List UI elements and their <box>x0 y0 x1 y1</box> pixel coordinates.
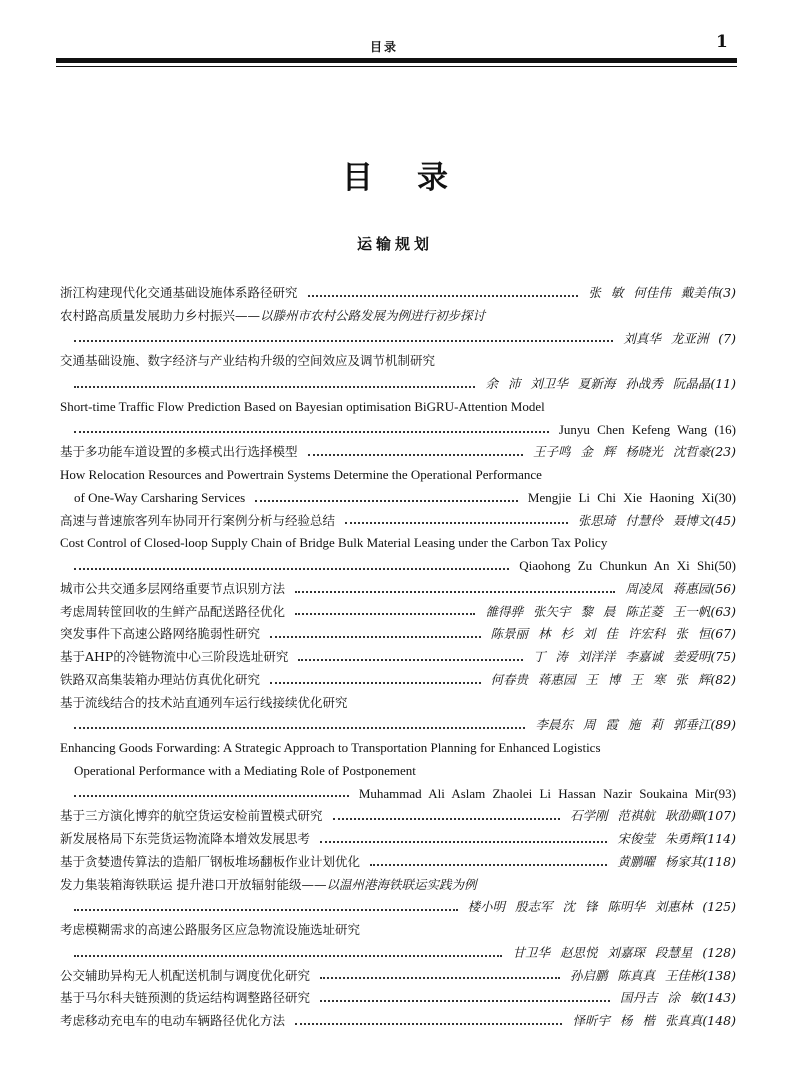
dot-leader <box>298 658 523 661</box>
toc-entry-line[interactable] <box>60 874 736 897</box>
toc-entry-title: How Relocation Resources and Powertrain Systems Determine the Operational Performance <box>60 467 542 482</box>
toc-entry-authors-page: 孙启鹏 陈真真 王佳彬(138) <box>569 967 736 983</box>
toc-entry-title: 公交辅助异构无人机配送机制与调度优化研究 <box>60 967 311 983</box>
toc-entry-line[interactable] <box>60 805 736 828</box>
toc-entry-line[interactable] <box>60 328 736 351</box>
header-rule-thick <box>56 58 737 63</box>
toc-entry-authors-page: 石学刚 范祺航 耿劭卿(107) <box>569 808 736 824</box>
dot-leader <box>345 521 568 524</box>
toc-entry-authors-page: 何春贵 蒋惠园 王 博 王 寒 张 辉(82) <box>490 671 736 687</box>
toc-entry-title: 基于AHP的冷链物流中心三阶段选址研究 <box>60 649 289 664</box>
dot-leader <box>320 840 607 843</box>
toc-entry-title: 新发展格局下东莞货运物流降本增效发展思考 <box>60 831 311 846</box>
toc-entry-line[interactable] <box>60 669 736 692</box>
toc-entry-authors-page: 李晨东 周 霞 施 莉 郭垂江(89) <box>535 717 736 733</box>
toc-entry-line[interactable] <box>60 714 736 737</box>
toc-entry-line[interactable] <box>60 419 736 442</box>
dot-leader <box>74 954 502 957</box>
toc-entry-line[interactable] <box>60 965 736 988</box>
toc-entry-authors-page: 刘真华 龙亚洲 (7) <box>623 330 736 346</box>
dot-leader <box>320 976 560 979</box>
dot-leader <box>320 999 610 1002</box>
toc-entry-line[interactable] <box>60 623 736 646</box>
toc-entry-title: 基于多功能车道设置的多模式出行选择模型 <box>60 444 298 460</box>
toc-entry-authors-page: Junyu Chen Kefeng Wang (16) <box>558 421 736 437</box>
dot-leader <box>74 385 475 388</box>
section-heading: 运输规划 <box>356 235 433 253</box>
toc-entry-line[interactable] <box>60 896 736 919</box>
toc-entry-line[interactable] <box>60 441 736 464</box>
dot-leader <box>74 339 613 342</box>
dot-leader <box>270 681 481 684</box>
dot-leader <box>74 567 509 570</box>
dot-leader <box>74 794 349 797</box>
toc-entry-authors-page: 张思琦 付慧伶 聂博文(45) <box>577 512 736 528</box>
toc-entry-authors-page: 楼小明 殷志军 沈 锋 陈明华 刘惠林 (125) <box>467 899 736 915</box>
toc-entry-line[interactable] <box>60 532 736 555</box>
toc-entry-line[interactable] <box>60 464 736 487</box>
toc-entry-authors-page: 陈景丽 林 杉 刘 佳 许宏科 张 恒(67) <box>490 626 736 642</box>
toc-entry-title: 考虑周转筐回收的生鲜产品配送路径优化 <box>60 603 286 619</box>
dot-leader <box>308 453 523 456</box>
toc-entry-authors-page: 张 敏 何佳伟 戴美伟(3) <box>588 285 736 300</box>
toc-entry-line[interactable] <box>60 760 736 783</box>
toc-list <box>60 282 736 1033</box>
dot-leader <box>295 1022 562 1025</box>
toc-entry-title: 城市公共交通多层网络重要节点识别方法 <box>60 580 286 596</box>
dot-leader <box>74 430 549 433</box>
toc-entry-line[interactable] <box>60 692 736 715</box>
toc-entry-subtitle: 以温州港海铁联运实践为例 <box>326 876 477 892</box>
header-rule-thin <box>56 66 737 67</box>
toc-entry-line[interactable] <box>60 305 736 328</box>
toc-entry-line[interactable] <box>60 578 736 601</box>
dot-leader <box>270 635 481 638</box>
dot-leader <box>370 863 607 866</box>
toc-entry-title: 基于三方演化博弈的航空货运安检前置模式研究 <box>60 808 323 824</box>
toc-entry-title: 考虑移动充电车的电动车辆路径优化方法 <box>60 1013 286 1028</box>
toc-entry-line[interactable] <box>60 1010 736 1033</box>
toc-entry-title: Enhancing Goods Forwarding: A Strategic Approach to Transportation Planning for Enhanced Logistics <box>60 740 601 755</box>
toc-entry-title: 发力集装箱海铁联运 提升港口开放辐射能级—— <box>60 876 327 892</box>
toc-entry-line[interactable] <box>60 987 736 1010</box>
toc-entry-line[interactable] <box>60 396 736 419</box>
toc-entry-line[interactable] <box>60 919 736 942</box>
toc-entry-authors-page: 王子鸣 金 辉 杨晓光 沈哲豪(23) <box>532 444 736 460</box>
toc-entry-title: 基于流线结合的技术站直通列车运行线接续优化研究 <box>60 694 348 710</box>
toc-entry-authors-page: 国丹吉 涂 敏(143) <box>619 990 736 1006</box>
toc-entry-line[interactable] <box>60 646 736 669</box>
toc-entry-authors-page: 丁 涛 刘洋洋 李嘉诚 姜爱明(75) <box>532 649 736 664</box>
toc-entry-line[interactable] <box>60 282 736 305</box>
toc-entry-subtitle: 以滕州市农村公路发展为例进行初步探讨 <box>260 307 486 323</box>
running-header-label: 目录 <box>370 40 399 54</box>
dot-leader <box>308 294 579 297</box>
toc-entry-authors-page: 甘卫华 赵思悦 刘嘉琛 段慧星 (128) <box>512 944 736 960</box>
toc-entry-line[interactable] <box>60 828 736 851</box>
toc-entry-authors-page: 周凌凤 蒋惠园(56) <box>625 580 736 596</box>
toc-entry-title: 基于马尔科夫链预测的货运结构调整路径研究 <box>60 990 311 1006</box>
toc-entry-title: of One-Way Carsharing Services <box>74 489 246 505</box>
page-number: 1 <box>716 32 728 52</box>
toc-entry-line[interactable] <box>60 737 736 760</box>
toc-entry-line[interactable] <box>60 942 736 965</box>
dot-leader <box>333 817 560 820</box>
toc-entry-authors-page: 宋俊莹 朱勇辉(114) <box>617 831 736 846</box>
toc-entry-line[interactable] <box>60 350 736 373</box>
toc-entry-line[interactable] <box>60 373 736 396</box>
page-title: 目录 <box>342 160 492 196</box>
toc-entry-title: Short-time Traffic Flow Prediction Based on Bayesian optimisation BiGRU-Attention Model <box>60 398 545 414</box>
toc-entry-title: 基于贪婪遗传算法的造船厂钢板堆场翻板作业计划优化 <box>60 853 361 869</box>
toc-entry-authors-page: 雒得骅 张矢宇 黎 晨 陈芷菱 王一帆(63) <box>485 603 736 619</box>
toc-entry-title: 浙江构建现代化交通基础设施体系路径研究 <box>60 285 298 300</box>
toc-entry-line[interactable] <box>60 851 736 874</box>
toc-entry-line[interactable] <box>60 487 736 510</box>
toc-entry-authors-page: 怿昕宇 杨 楷 张真真(148) <box>572 1013 736 1028</box>
toc-entry-authors-page: Muhammad Ali Aslam Zhaolei Li Hassan Nazir Soukaina Mir(93) <box>358 785 736 801</box>
toc-entry-title: 突发事件下高速公路网络脆弱性研究 <box>60 626 261 642</box>
dot-leader <box>255 499 518 502</box>
toc-entry-title: 高速与普速旅客列车协同开行案例分析与经验总结 <box>60 512 336 528</box>
toc-entry-authors-page: 余 沛 刘卫华 夏新海 孙战秀 阮晶晶(11) <box>485 376 736 391</box>
toc-entry-title: Operational Performance with a Mediating Role of Postponement <box>74 762 416 778</box>
toc-entry-title: 铁路双高集装箱办理站仿真优化研究 <box>60 671 261 687</box>
toc-entry-line[interactable] <box>60 601 736 624</box>
toc-entry-title: Cost Control of Closed-loop Supply Chain of Bridge Bulk Material Leasing under the Carbon Tax Policy <box>60 535 608 551</box>
toc-entry-line[interactable] <box>60 783 736 806</box>
toc-entry-authors-page: Mengjie Li Chi Xie Haoning Xi(30) <box>527 489 736 505</box>
dot-leader <box>295 612 475 615</box>
toc-entry-line[interactable] <box>60 555 736 578</box>
dot-leader <box>295 590 615 593</box>
toc-entry-title: 交通基础设施、数字经济与产业结构升级的空间效应及调节机制研究 <box>60 353 436 369</box>
toc-entry-authors-page: 黄鹏曜 杨家其(118) <box>617 853 736 869</box>
toc-entry-line[interactable] <box>60 510 736 533</box>
dot-leader <box>74 908 458 911</box>
toc-entry-authors-page: Qiaohong Zu Chunkun An Xi Shi(50) <box>519 558 736 573</box>
toc-entry-title: 考虑模糊需求的高速公路服务区应急物流设施选址研究 <box>60 922 361 937</box>
dot-leader <box>74 726 525 729</box>
toc-entry-title: 农村路高质量发展助力乡村振兴—— <box>60 307 261 323</box>
